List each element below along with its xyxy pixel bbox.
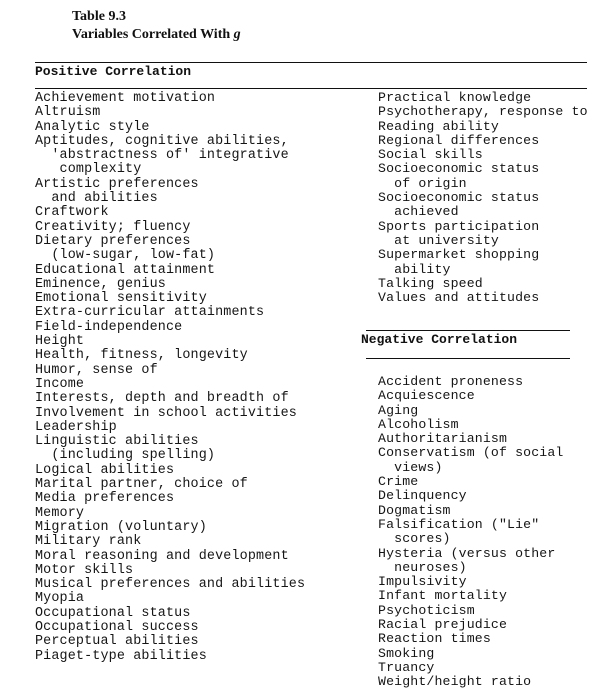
negative-heading-rule xyxy=(366,358,570,359)
positive-correlate: Humor, sense of xyxy=(35,362,158,378)
positive-correlate: Artistic preferences xyxy=(35,176,199,192)
negative-correlate: Crime xyxy=(378,474,419,490)
positive-heading-rule xyxy=(35,88,587,89)
positive-correlate: Musical preferences and abilities xyxy=(35,577,306,593)
negative-correlate: Accident proneness xyxy=(378,374,524,389)
positive-correlate: Memory xyxy=(35,505,85,521)
positive-correlate: Migration (voluntary) xyxy=(35,519,207,535)
positive-correlate: Practical knowledge xyxy=(378,90,532,105)
positive-correlate: ability xyxy=(378,261,451,277)
negative-correlate: Hysteria (versus other xyxy=(378,545,556,561)
positive-correlate: of origin xyxy=(378,175,467,191)
negative-correlate: Reaction times xyxy=(378,631,491,647)
positive-correlate: Supermarket shopping xyxy=(378,247,540,263)
positive-correlate: Emotional sensitivity xyxy=(35,291,207,307)
positive-correlate: Values and attitudes xyxy=(378,290,540,306)
table-title xyxy=(72,26,241,44)
table-title-symbol: g xyxy=(233,27,241,42)
positive-correlate: Occupational status xyxy=(35,605,191,621)
table-title-text: Variables Correlated With xyxy=(72,27,234,42)
top-rule xyxy=(35,62,587,63)
negative-correlate: Alcoholism xyxy=(378,416,459,432)
positive-correlate: Altruism xyxy=(35,105,101,121)
positive-correlate: Myopia xyxy=(35,591,85,607)
positive-correlate: Regional differences xyxy=(378,132,540,148)
positive-correlate: Marital partner, choice of xyxy=(35,477,248,493)
negative-correlate: Authoritarianism xyxy=(378,431,508,447)
negative-correlate: Dogmatism xyxy=(378,502,451,518)
negative-correlate: views) xyxy=(378,459,443,475)
positive-correlate: and abilities xyxy=(35,191,158,207)
positive-correlate: Linguistic abilities xyxy=(35,434,199,450)
table-caption xyxy=(72,8,241,44)
positive-correlate: Moral reasoning and development xyxy=(35,548,289,564)
negative-list xyxy=(378,375,563,690)
positive-correlate: Reading ability xyxy=(378,118,499,134)
positive-correlate: Psychotherapy, response to xyxy=(378,104,588,120)
negative-correlate: Impulsivity xyxy=(378,574,467,590)
negative-correlate: scores) xyxy=(378,531,451,547)
positive-correlate: at university xyxy=(378,232,499,248)
positive-correlate: Achievement motivation xyxy=(35,91,216,106)
positive-correlate: Income xyxy=(35,376,85,392)
positive-correlate: Military rank xyxy=(35,534,142,550)
negative-correlate: Delinquency xyxy=(378,488,467,504)
negative-correlate: Psychoticism xyxy=(378,602,475,618)
positive-correlate: Sports participation xyxy=(378,218,540,234)
positive-correlate: Perceptual abilities xyxy=(35,634,199,650)
negative-correlate: Truancy xyxy=(378,659,435,675)
table-label: Table 9.3 xyxy=(72,9,126,24)
negative-correlate: Aging xyxy=(378,402,419,418)
negative-correlate: Infant mortality xyxy=(378,588,508,604)
positive-correlate: Social skills xyxy=(378,147,483,163)
negative-correlate: Conservatism (of social xyxy=(378,445,564,461)
positive-correlate: Craftwork xyxy=(35,205,109,221)
positive-correlate: Dietary preferences xyxy=(35,233,191,249)
positive-correlate: Leadership xyxy=(35,419,117,435)
positive-correlate: Logical abilities xyxy=(35,462,175,478)
positive-correlate: Involvement in school activities xyxy=(35,405,297,421)
positive-correlate: Talking speed xyxy=(378,275,483,291)
negative-heading: Negative Correlation xyxy=(361,332,518,347)
positive-correlate: Health, fitness, longevity xyxy=(35,348,248,364)
negative-correlate: Falsification ("Lie" xyxy=(378,516,540,532)
negative-top-rule xyxy=(366,330,570,331)
positive-correlate: Occupational success xyxy=(35,619,199,635)
negative-correlate: Acquiescence xyxy=(378,388,475,404)
positive-correlate: Height xyxy=(35,334,85,350)
positive-heading: Positive Correlation xyxy=(35,64,192,79)
positive-correlate: complexity xyxy=(35,162,142,178)
positive-correlate: Motor skills xyxy=(35,562,134,578)
positive-correlate: Socioeconomic status xyxy=(378,190,540,206)
negative-correlate: Racial prejudice xyxy=(378,617,508,633)
positive-correlate: Media preferences xyxy=(35,491,175,507)
positive-correlate: Interests, depth and breadth of xyxy=(35,391,289,407)
positive-correlate: Educational attainment xyxy=(35,262,216,278)
positive-correlate: Aptitudes, cognitive abilities, xyxy=(35,133,289,149)
negative-correlate: Smoking xyxy=(378,645,435,661)
positive-correlate: achieved xyxy=(378,204,459,220)
negative-correlate: neuroses) xyxy=(378,559,467,575)
positive-correlate: Socioeconomic status xyxy=(378,161,540,177)
negative-correlate: Weight/height ratio xyxy=(378,674,532,690)
positive-correlate: Field-independence xyxy=(35,319,183,335)
positive-correlate: Piaget-type abilities xyxy=(35,648,207,664)
positive-correlate: 'abstractness of' integrative xyxy=(35,148,289,164)
positive-correlate: Extra-curricular attainments xyxy=(35,305,265,321)
positive-correlate: Creativity; fluency xyxy=(35,219,191,235)
positive-list-right xyxy=(378,91,588,305)
positive-correlate: Analytic style xyxy=(35,119,150,135)
positive-correlate: (including spelling) xyxy=(35,448,216,464)
positive-correlate: (low-sugar, low-fat) xyxy=(35,248,216,264)
positive-correlate: Eminence, genius xyxy=(35,276,166,292)
positive-list-left xyxy=(35,92,305,664)
